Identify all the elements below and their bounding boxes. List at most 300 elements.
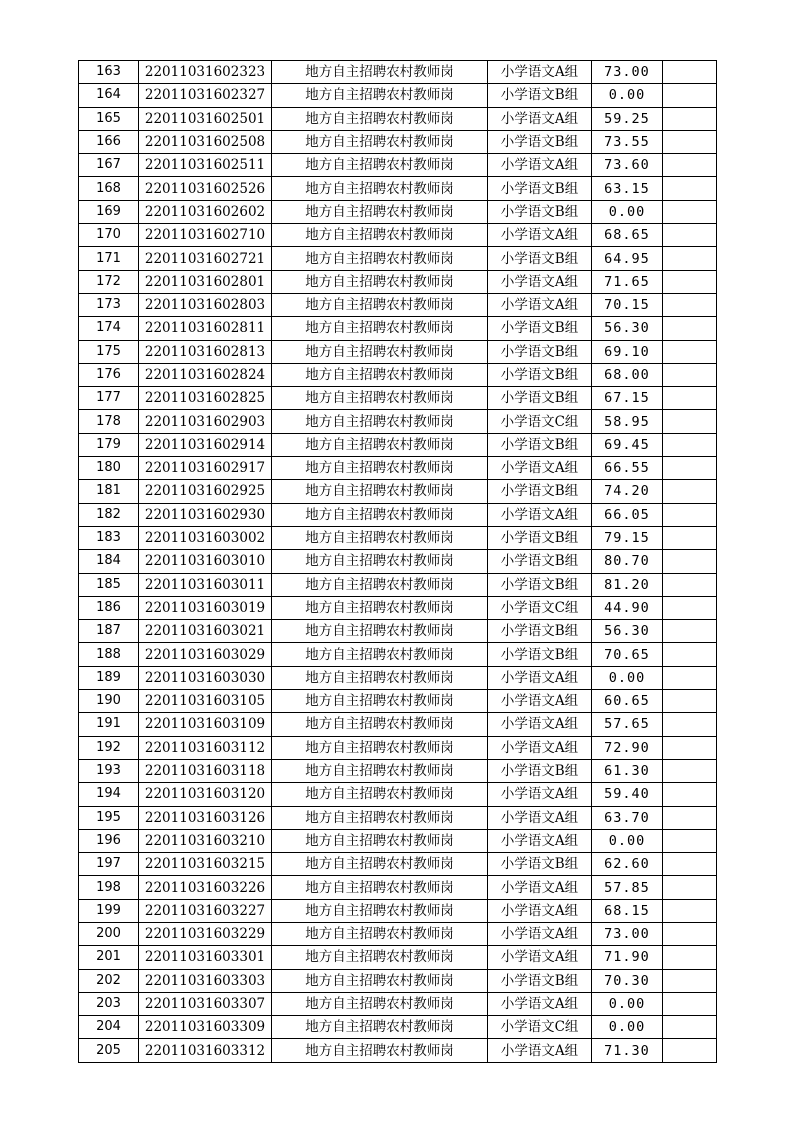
position-cell: 地方自主招聘农村教师岗 <box>272 759 488 782</box>
table-row <box>79 759 717 782</box>
score-cell: 73.55 <box>592 130 663 153</box>
subject-group-cell: 小学语文B组 <box>488 363 592 386</box>
position-cell: 地方自主招聘农村教师岗 <box>272 457 488 480</box>
remark-cell <box>663 899 717 922</box>
row-number-cell: 187 <box>79 620 139 643</box>
subject-group-cell: 小学语文A组 <box>488 1039 592 1062</box>
position-cell: 地方自主招聘农村教师岗 <box>272 922 488 945</box>
position-cell: 地方自主招聘农村教师岗 <box>272 829 488 852</box>
remark-cell <box>663 503 717 526</box>
row-number-cell: 188 <box>79 643 139 666</box>
subject-group-cell: 小学语文B组 <box>488 84 592 107</box>
position-cell: 地方自主招聘农村教师岗 <box>272 107 488 130</box>
subject-group-cell: 小学语文A组 <box>488 61 592 84</box>
row-number-cell: 198 <box>79 876 139 899</box>
subject-group-cell: 小学语文B组 <box>488 620 592 643</box>
exam-id-cell: 22011031602327 <box>139 84 272 107</box>
row-number-cell: 169 <box>79 200 139 223</box>
exam-id-cell: 22011031603112 <box>139 736 272 759</box>
exam-id-cell: 22011031603301 <box>139 946 272 969</box>
score-cell: 0.00 <box>592 666 663 689</box>
remark-cell <box>663 84 717 107</box>
position-cell: 地方自主招聘农村教师岗 <box>272 899 488 922</box>
row-number-cell: 190 <box>79 690 139 713</box>
table-row <box>79 643 717 666</box>
remark-cell <box>663 107 717 130</box>
subject-group-cell: 小学语文A组 <box>488 829 592 852</box>
table-row <box>79 829 717 852</box>
subject-group-cell: 小学语文A组 <box>488 154 592 177</box>
score-cell: 0.00 <box>592 829 663 852</box>
row-number-cell: 200 <box>79 922 139 945</box>
remark-cell <box>663 154 717 177</box>
score-cell: 56.30 <box>592 620 663 643</box>
position-cell: 地方自主招聘农村教师岗 <box>272 317 488 340</box>
row-number-cell: 191 <box>79 713 139 736</box>
score-cell: 66.05 <box>592 503 663 526</box>
row-number-cell: 176 <box>79 363 139 386</box>
position-cell: 地方自主招聘农村教师岗 <box>272 573 488 596</box>
row-number-cell: 165 <box>79 107 139 130</box>
table-row <box>79 1016 717 1039</box>
remark-cell <box>663 690 717 713</box>
remark-cell <box>663 130 717 153</box>
score-cell: 44.90 <box>592 596 663 619</box>
remark-cell <box>663 293 717 316</box>
subject-group-cell: 小学语文A组 <box>488 899 592 922</box>
row-number-cell: 194 <box>79 783 139 806</box>
table-row <box>79 666 717 689</box>
exam-id-cell: 22011031603120 <box>139 783 272 806</box>
position-cell: 地方自主招聘农村教师岗 <box>272 690 488 713</box>
subject-group-cell: 小学语文A组 <box>488 457 592 480</box>
table-row <box>79 922 717 945</box>
table-row <box>79 154 717 177</box>
exam-id-cell: 22011031603210 <box>139 829 272 852</box>
table-row <box>79 620 717 643</box>
table-row <box>79 61 717 84</box>
remark-cell <box>663 596 717 619</box>
position-cell: 地方自主招聘农村教师岗 <box>272 713 488 736</box>
exam-id-cell: 22011031603303 <box>139 969 272 992</box>
position-cell: 地方自主招聘农村教师岗 <box>272 736 488 759</box>
remark-cell <box>663 61 717 84</box>
exam-id-cell: 22011031603215 <box>139 853 272 876</box>
position-cell: 地方自主招聘农村教师岗 <box>272 946 488 969</box>
remark-cell <box>663 363 717 386</box>
score-cell: 63.15 <box>592 177 663 200</box>
score-cell: 80.70 <box>592 550 663 573</box>
exam-id-cell: 22011031603029 <box>139 643 272 666</box>
exam-id-cell: 22011031602323 <box>139 61 272 84</box>
score-cell: 66.55 <box>592 457 663 480</box>
table-row <box>79 293 717 316</box>
exam-id-cell: 22011031603010 <box>139 550 272 573</box>
subject-group-cell: 小学语文B组 <box>488 317 592 340</box>
remark-cell <box>663 992 717 1015</box>
table-row <box>79 736 717 759</box>
remark-cell <box>663 224 717 247</box>
subject-group-cell: 小学语文B组 <box>488 759 592 782</box>
score-cell: 68.15 <box>592 899 663 922</box>
position-cell: 地方自主招聘农村教师岗 <box>272 969 488 992</box>
score-cell: 73.60 <box>592 154 663 177</box>
row-number-cell: 196 <box>79 829 139 852</box>
exam-id-cell: 22011031603105 <box>139 690 272 713</box>
position-cell: 地方自主招聘农村教师岗 <box>272 853 488 876</box>
row-number-cell: 181 <box>79 480 139 503</box>
score-cell: 70.65 <box>592 643 663 666</box>
table-row <box>79 130 717 153</box>
remark-cell <box>663 550 717 573</box>
remark-cell <box>663 620 717 643</box>
subject-group-cell: 小学语文B组 <box>488 340 592 363</box>
remark-cell <box>663 736 717 759</box>
score-cell: 59.25 <box>592 107 663 130</box>
subject-group-cell: 小学语文A组 <box>488 224 592 247</box>
subject-group-cell: 小学语文B组 <box>488 387 592 410</box>
row-number-cell: 205 <box>79 1039 139 1062</box>
score-table-body <box>79 61 717 1063</box>
score-cell: 59.40 <box>592 783 663 806</box>
table-row <box>79 526 717 549</box>
subject-group-cell: 小学语文A组 <box>488 666 592 689</box>
position-cell: 地方自主招聘农村教师岗 <box>272 550 488 573</box>
remark-cell <box>663 946 717 969</box>
exam-id-cell: 22011031602710 <box>139 224 272 247</box>
exam-id-cell: 22011031603126 <box>139 806 272 829</box>
score-cell: 68.00 <box>592 363 663 386</box>
exam-id-cell: 22011031602825 <box>139 387 272 410</box>
exam-id-cell: 22011031603307 <box>139 992 272 1015</box>
exam-id-cell: 22011031602903 <box>139 410 272 433</box>
table-row <box>79 899 717 922</box>
remark-cell <box>663 247 717 270</box>
row-number-cell: 178 <box>79 410 139 433</box>
subject-group-cell: 小学语文B组 <box>488 969 592 992</box>
table-row <box>79 247 717 270</box>
subject-group-cell: 小学语文B组 <box>488 480 592 503</box>
score-cell: 61.30 <box>592 759 663 782</box>
score-cell: 74.20 <box>592 480 663 503</box>
exam-id-cell: 22011031603021 <box>139 620 272 643</box>
position-cell: 地方自主招聘农村教师岗 <box>272 84 488 107</box>
exam-id-cell: 22011031603019 <box>139 596 272 619</box>
remark-cell <box>663 1016 717 1039</box>
exam-id-cell: 22011031602925 <box>139 480 272 503</box>
row-number-cell: 189 <box>79 666 139 689</box>
position-cell: 地方自主招聘农村教师岗 <box>272 433 488 456</box>
position-cell: 地方自主招聘农村教师岗 <box>272 177 488 200</box>
subject-group-cell: 小学语文B组 <box>488 573 592 596</box>
table-row <box>79 317 717 340</box>
table-row <box>79 806 717 829</box>
subject-group-cell: 小学语文A组 <box>488 270 592 293</box>
score-cell: 79.15 <box>592 526 663 549</box>
score-cell: 0.00 <box>592 200 663 223</box>
table-row <box>79 503 717 526</box>
position-cell: 地方自主招聘农村教师岗 <box>272 130 488 153</box>
remark-cell <box>663 643 717 666</box>
table-row <box>79 992 717 1015</box>
row-number-cell: 164 <box>79 84 139 107</box>
row-number-cell: 192 <box>79 736 139 759</box>
row-number-cell: 171 <box>79 247 139 270</box>
score-cell: 58.95 <box>592 410 663 433</box>
table-row <box>79 363 717 386</box>
score-table <box>78 60 717 1063</box>
position-cell: 地方自主招聘农村教师岗 <box>272 247 488 270</box>
score-cell: 70.15 <box>592 293 663 316</box>
table-row <box>79 433 717 456</box>
exam-id-cell: 22011031603011 <box>139 573 272 596</box>
row-number-cell: 173 <box>79 293 139 316</box>
position-cell: 地方自主招聘农村教师岗 <box>272 806 488 829</box>
table-row <box>79 387 717 410</box>
remark-cell <box>663 759 717 782</box>
position-cell: 地方自主招聘农村教师岗 <box>272 224 488 247</box>
remark-cell <box>663 1039 717 1062</box>
remark-cell <box>663 666 717 689</box>
subject-group-cell: 小学语文A组 <box>488 946 592 969</box>
score-cell: 57.65 <box>592 713 663 736</box>
subject-group-cell: 小学语文B组 <box>488 200 592 223</box>
position-cell: 地方自主招聘农村教师岗 <box>272 666 488 689</box>
row-number-cell: 199 <box>79 899 139 922</box>
remark-cell <box>663 457 717 480</box>
table-row <box>79 1039 717 1062</box>
row-number-cell: 204 <box>79 1016 139 1039</box>
row-number-cell: 184 <box>79 550 139 573</box>
row-number-cell: 174 <box>79 317 139 340</box>
subject-group-cell: 小学语文B组 <box>488 526 592 549</box>
exam-id-cell: 22011031602508 <box>139 130 272 153</box>
table-row <box>79 107 717 130</box>
exam-id-cell: 22011031602824 <box>139 363 272 386</box>
subject-group-cell: 小学语文B组 <box>488 550 592 573</box>
score-cell: 67.15 <box>592 387 663 410</box>
subject-group-cell: 小学语文A组 <box>488 690 592 713</box>
position-cell: 地方自主招聘农村教师岗 <box>272 480 488 503</box>
row-number-cell: 182 <box>79 503 139 526</box>
remark-cell <box>663 783 717 806</box>
score-cell: 57.85 <box>592 876 663 899</box>
position-cell: 地方自主招聘农村教师岗 <box>272 992 488 1015</box>
position-cell: 地方自主招聘农村教师岗 <box>272 526 488 549</box>
table-row <box>79 550 717 573</box>
remark-cell <box>663 876 717 899</box>
exam-id-cell: 22011031602803 <box>139 293 272 316</box>
remark-cell <box>663 317 717 340</box>
score-cell: 63.70 <box>592 806 663 829</box>
exam-id-cell: 22011031603030 <box>139 666 272 689</box>
remark-cell <box>663 480 717 503</box>
position-cell: 地方自主招聘农村教师岗 <box>272 363 488 386</box>
row-number-cell: 203 <box>79 992 139 1015</box>
score-cell: 0.00 <box>592 84 663 107</box>
row-number-cell: 163 <box>79 61 139 84</box>
table-row <box>79 573 717 596</box>
table-row <box>79 596 717 619</box>
exam-id-cell: 22011031602602 <box>139 200 272 223</box>
table-row <box>79 410 717 433</box>
row-number-cell: 202 <box>79 969 139 992</box>
score-cell: 0.00 <box>592 1016 663 1039</box>
row-number-cell: 170 <box>79 224 139 247</box>
score-cell: 71.65 <box>592 270 663 293</box>
remark-cell <box>663 433 717 456</box>
remark-cell <box>663 200 717 223</box>
row-number-cell: 172 <box>79 270 139 293</box>
position-cell: 地方自主招聘农村教师岗 <box>272 876 488 899</box>
exam-id-cell: 22011031602511 <box>139 154 272 177</box>
row-number-cell: 167 <box>79 154 139 177</box>
row-number-cell: 180 <box>79 457 139 480</box>
table-row <box>79 224 717 247</box>
table-row <box>79 200 717 223</box>
remark-cell <box>663 713 717 736</box>
table-row <box>79 270 717 293</box>
subject-group-cell: 小学语文B组 <box>488 177 592 200</box>
remark-cell <box>663 526 717 549</box>
row-number-cell: 175 <box>79 340 139 363</box>
exam-id-cell: 22011031603002 <box>139 526 272 549</box>
exam-id-cell: 22011031602811 <box>139 317 272 340</box>
exam-id-cell: 22011031602813 <box>139 340 272 363</box>
position-cell: 地方自主招聘农村教师岗 <box>272 293 488 316</box>
remark-cell <box>663 410 717 433</box>
score-cell: 62.60 <box>592 853 663 876</box>
subject-group-cell: 小学语文A组 <box>488 293 592 316</box>
position-cell: 地方自主招聘农村教师岗 <box>272 410 488 433</box>
exam-id-cell: 22011031602721 <box>139 247 272 270</box>
position-cell: 地方自主招聘农村教师岗 <box>272 643 488 666</box>
score-cell: 56.30 <box>592 317 663 340</box>
exam-id-cell: 22011031603118 <box>139 759 272 782</box>
table-row <box>79 713 717 736</box>
remark-cell <box>663 340 717 363</box>
score-cell: 72.90 <box>592 736 663 759</box>
score-cell: 73.00 <box>592 61 663 84</box>
subject-group-cell: 小学语文A组 <box>488 992 592 1015</box>
row-number-cell: 168 <box>79 177 139 200</box>
exam-id-cell: 22011031602914 <box>139 433 272 456</box>
remark-cell <box>663 387 717 410</box>
table-row <box>79 480 717 503</box>
score-cell: 69.10 <box>592 340 663 363</box>
exam-id-cell: 22011031602917 <box>139 457 272 480</box>
row-number-cell: 166 <box>79 130 139 153</box>
position-cell: 地方自主招聘农村教师岗 <box>272 270 488 293</box>
subject-group-cell: 小学语文A组 <box>488 783 592 806</box>
subject-group-cell: 小学语文A组 <box>488 922 592 945</box>
position-cell: 地方自主招聘农村教师岗 <box>272 1016 488 1039</box>
remark-cell <box>663 177 717 200</box>
table-row <box>79 853 717 876</box>
row-number-cell: 177 <box>79 387 139 410</box>
score-cell: 68.65 <box>592 224 663 247</box>
position-cell: 地方自主招聘农村教师岗 <box>272 340 488 363</box>
row-number-cell: 197 <box>79 853 139 876</box>
position-cell: 地方自主招聘农村教师岗 <box>272 387 488 410</box>
exam-id-cell: 22011031602801 <box>139 270 272 293</box>
position-cell: 地方自主招聘农村教师岗 <box>272 783 488 806</box>
position-cell: 地方自主招聘农村教师岗 <box>272 503 488 526</box>
remark-cell <box>663 829 717 852</box>
subject-group-cell: 小学语文A组 <box>488 876 592 899</box>
exam-id-cell: 22011031602526 <box>139 177 272 200</box>
row-number-cell: 183 <box>79 526 139 549</box>
score-cell: 70.30 <box>592 969 663 992</box>
table-row <box>79 177 717 200</box>
exam-id-cell: 22011031603226 <box>139 876 272 899</box>
remark-cell <box>663 573 717 596</box>
table-row <box>79 457 717 480</box>
subject-group-cell: 小学语文A组 <box>488 806 592 829</box>
row-number-cell: 186 <box>79 596 139 619</box>
score-cell: 71.90 <box>592 946 663 969</box>
row-number-cell: 195 <box>79 806 139 829</box>
score-cell: 73.00 <box>592 922 663 945</box>
subject-group-cell: 小学语文C组 <box>488 596 592 619</box>
exam-id-cell: 22011031602501 <box>139 107 272 130</box>
subject-group-cell: 小学语文A组 <box>488 713 592 736</box>
remark-cell <box>663 270 717 293</box>
subject-group-cell: 小学语文B组 <box>488 853 592 876</box>
table-row <box>79 84 717 107</box>
table-row <box>79 876 717 899</box>
position-cell: 地方自主招聘农村教师岗 <box>272 200 488 223</box>
table-row <box>79 340 717 363</box>
position-cell: 地方自主招聘农村教师岗 <box>272 154 488 177</box>
score-cell: 60.65 <box>592 690 663 713</box>
position-cell: 地方自主招聘农村教师岗 <box>272 620 488 643</box>
score-cell: 69.45 <box>592 433 663 456</box>
exam-id-cell: 22011031603312 <box>139 1039 272 1062</box>
row-number-cell: 179 <box>79 433 139 456</box>
remark-cell <box>663 969 717 992</box>
position-cell: 地方自主招聘农村教师岗 <box>272 61 488 84</box>
score-cell: 0.00 <box>592 992 663 1015</box>
row-number-cell: 201 <box>79 946 139 969</box>
score-cell: 71.30 <box>592 1039 663 1062</box>
exam-id-cell: 22011031603227 <box>139 899 272 922</box>
subject-group-cell: 小学语文A组 <box>488 107 592 130</box>
subject-group-cell: 小学语文C组 <box>488 410 592 433</box>
exam-id-cell: 22011031603229 <box>139 922 272 945</box>
remark-cell <box>663 922 717 945</box>
score-cell: 81.20 <box>592 573 663 596</box>
remark-cell <box>663 806 717 829</box>
table-row <box>79 783 717 806</box>
remark-cell <box>663 853 717 876</box>
exam-id-cell: 22011031603309 <box>139 1016 272 1039</box>
position-cell: 地方自主招聘农村教师岗 <box>272 1039 488 1062</box>
subject-group-cell: 小学语文B组 <box>488 433 592 456</box>
subject-group-cell: 小学语文B组 <box>488 643 592 666</box>
subject-group-cell: 小学语文B组 <box>488 130 592 153</box>
subject-group-cell: 小学语文B组 <box>488 247 592 270</box>
table-row <box>79 690 717 713</box>
subject-group-cell: 小学语文A组 <box>488 736 592 759</box>
exam-id-cell: 22011031603109 <box>139 713 272 736</box>
row-number-cell: 193 <box>79 759 139 782</box>
table-row <box>79 946 717 969</box>
subject-group-cell: 小学语文C组 <box>488 1016 592 1039</box>
exam-id-cell: 22011031602930 <box>139 503 272 526</box>
row-number-cell: 185 <box>79 573 139 596</box>
subject-group-cell: 小学语文A组 <box>488 503 592 526</box>
